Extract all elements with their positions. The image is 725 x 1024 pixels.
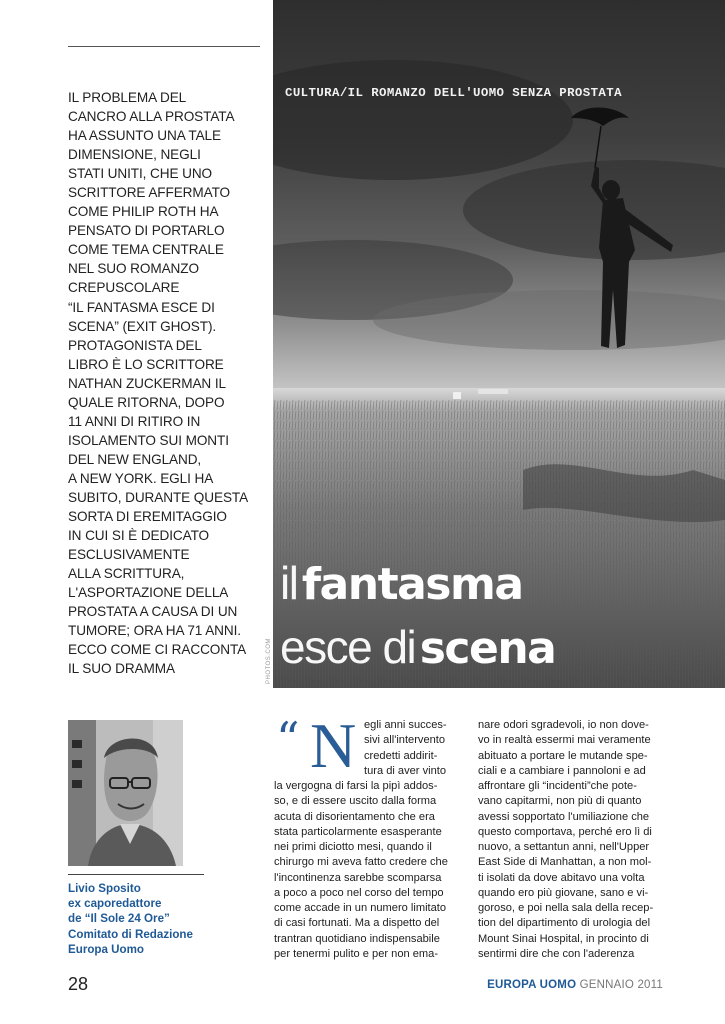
caption-line: de “Il Sole 24 Ore” <box>68 912 170 926</box>
author-caption <box>68 881 248 957</box>
intro-line: SUBITO, DURANTE QUESTA <box>68 489 249 505</box>
intro-line: DIMENSIONE, NEGLI <box>68 147 201 163</box>
article-line: credetti addirit- <box>364 749 438 762</box>
intro-line: TUMORE; ORA HA 71 ANNI. <box>68 623 241 639</box>
intro-text <box>68 88 268 678</box>
intro-line: PROSTATA A CAUSA DI UN <box>68 604 238 620</box>
headline-bold-word-2: scena <box>419 623 556 674</box>
article-line: affrontare gli “incidenti”che pote- <box>478 780 637 792</box>
article-line: tura di aver vinto <box>364 764 447 777</box>
intro-line: ALLA SCRITTURA, <box>68 566 185 582</box>
intro-line: QUALE RITORNA, DOPO <box>68 394 225 410</box>
intro-line: ECCO COME CI RACCONTA <box>68 642 247 658</box>
article-line: chirurgo mi aveva fatto credere che <box>274 856 448 869</box>
caption-line: Europa Uomo <box>68 942 145 956</box>
article-line: sentirmi dire che con l'aderenza <box>478 947 635 960</box>
headline-thin-words: esce di <box>280 621 416 673</box>
intro-line: STATI UNITI, CHE UNO <box>68 166 213 182</box>
article-column-1-top <box>364 718 460 779</box>
article-line: vo in realtà essermi mai veramente <box>478 734 651 747</box>
intro-line: CANCRO ALLA PROSTATA <box>68 109 235 125</box>
article-line: ciali e a cambiare i pannoloni e ad <box>478 764 646 777</box>
intro-line: ISOLAMENTO SUI MONTI <box>68 432 229 448</box>
intro-line: CREPUSCOLARE <box>68 280 180 296</box>
headline-line-1 <box>280 557 523 610</box>
article-line: trantran quotidiano indispensabile <box>274 932 440 945</box>
article-line: goroso, e poi nella sala della recep- <box>478 902 654 914</box>
article-line: nare odori sgradevoli, io non dove- <box>478 719 649 731</box>
article-line: tion del dipartimento di urologia del <box>478 917 651 930</box>
dropcap-quote: “ <box>276 712 300 766</box>
author-photo <box>68 720 183 866</box>
headline-line-2 <box>280 621 556 674</box>
photo-credit: PHOTOS.COM <box>266 638 272 684</box>
intro-line: PROTAGONISTA DEL <box>68 337 202 353</box>
intro-line: PENSATO DI PORTARLO <box>68 223 225 239</box>
section-kicker: CULTURA/IL ROMANZO DELL'UOMO SENZA PROSTATA <box>285 86 622 100</box>
article-line: nei primi diciotto mesi, quando il <box>274 841 432 853</box>
dropcap <box>276 710 366 781</box>
article-line: per tenermi pulito e per non ema- <box>274 947 439 960</box>
intro-line: LIBRO È LO SCRITTORE <box>68 356 224 372</box>
article-line: come accade in un numero limitato <box>274 902 447 914</box>
intro-line: A NEW YORK. EGLI HA <box>68 470 214 486</box>
caption-line: Livio Sposito <box>68 882 141 895</box>
article-column-1 <box>274 779 464 962</box>
intro-line: “IL FANTASMA ESCE DI <box>68 299 215 315</box>
magazine-name: EUROPA UOMO <box>487 979 577 991</box>
article-line: la vergogna di farsi la pipì addos- <box>274 780 438 792</box>
article-line: East Side di Manhattan, a non mol- <box>478 856 652 869</box>
article-line: so, e di essere uscito dalla forma <box>274 795 437 808</box>
article-line: abituato a portare le mutande spe- <box>478 749 648 762</box>
intro-line: HA ASSUNTO UNA TALE <box>68 128 221 144</box>
article-line: nuovo, a settantun anni, nell'Upper <box>478 841 650 853</box>
article-line: Mount Sinai Hospital, in procinto di <box>478 932 649 945</box>
article-line: egli anni succes- <box>364 719 447 731</box>
headline-bold-word: fantasma <box>301 559 523 610</box>
article-line: l'incontinenza sarebbe scomparsa <box>274 871 442 884</box>
intro-line: NATHAN ZUCKERMAN IL <box>68 375 226 391</box>
dropcap-letter: N <box>310 710 357 781</box>
issue-date: GENNAIO 2011 <box>579 979 663 991</box>
article-line: di casi fortunati. Ma a dispetto del <box>274 917 440 930</box>
intro-line: COME TEMA CENTRALE <box>68 242 224 258</box>
article-line: acuta di disorientamento che era <box>274 810 435 823</box>
caption-line: Comitato di Redazione <box>68 927 193 941</box>
intro-line: ESCLUSIVAMENTE <box>68 547 190 563</box>
intro-line: SORTA DI EREMITAGGIO <box>68 509 227 525</box>
footer-masthead <box>487 979 663 991</box>
article-line: quando ero più giovane, sano e vi- <box>478 886 649 899</box>
intro-line: IL SUO DRAMMA <box>68 661 175 677</box>
intro-line: L'ASPORTAZIONE DELLA <box>68 585 229 601</box>
article-line: a poco a poco nel corso del tempo <box>274 886 444 899</box>
intro-line: 11 ANNI DI RITIRO IN <box>68 413 201 429</box>
intro-line: IL PROBLEMA DEL <box>68 90 187 105</box>
intro-line: SCRITTORE AFFERMATO <box>68 185 230 201</box>
headline-thin-word: il <box>280 557 298 609</box>
article-line: questo comportava, perché ero lì di <box>478 825 652 838</box>
article-line: stata particolarmente esasperante <box>274 825 442 838</box>
caption-line: ex caporedattore <box>68 897 162 911</box>
article-line: ti isolati da dove abitavo una volta <box>478 871 645 884</box>
intro-line: NEL SUO ROMANZO <box>68 261 199 277</box>
article-line: sivi all'intervento <box>364 734 446 747</box>
article-line: avessi sopportato l'umiliazione che <box>478 810 650 823</box>
article-column-2 <box>478 718 664 962</box>
intro-line: DEL NEW ENGLAND, <box>68 451 202 467</box>
intro-line: SCENA” (EXIT GHOST). <box>68 318 217 334</box>
caption-divider <box>68 874 204 875</box>
article-line: vano capitarmi, non più di quanto <box>478 795 642 808</box>
intro-line: COME PHILIP ROTH HA <box>68 204 219 220</box>
intro-line: IN CUI SI È DEDICATO <box>68 528 210 544</box>
page-number: 28 <box>68 974 89 994</box>
top-divider <box>68 46 260 47</box>
